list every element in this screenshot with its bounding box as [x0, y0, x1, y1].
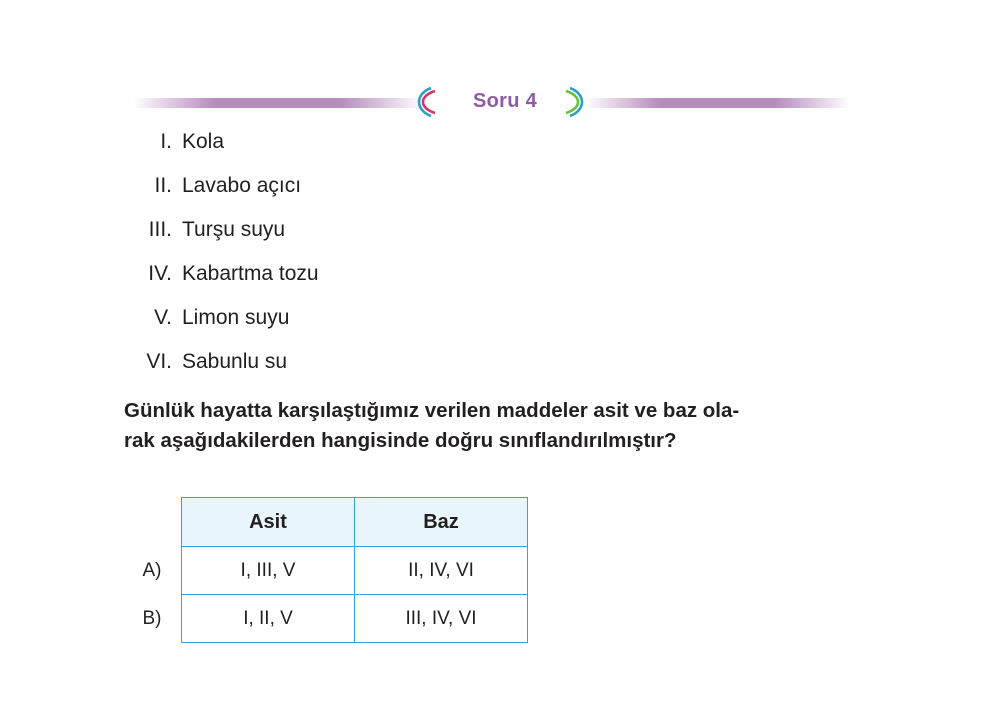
table-header-row	[120, 498, 528, 547]
list-item	[120, 262, 820, 306]
column-header-baz: Baz	[355, 498, 528, 547]
substance-list	[120, 130, 820, 394]
header-band-right	[585, 98, 850, 108]
option-label-b: B)	[142, 607, 162, 629]
list-item-label: Kabartma tozu	[182, 262, 319, 285]
left-swirl-ornament	[405, 84, 439, 120]
option-a-baz[interactable]: II, IV, VI	[355, 547, 528, 595]
list-item	[120, 350, 820, 394]
question-line-2: rak aşağıdakilerden hangisinde doğru sınıflandırılmıştır?	[124, 429, 677, 452]
column-header-asit: Asit	[182, 498, 355, 547]
list-item-label: Sabunlu su	[182, 350, 288, 373]
option-b-baz[interactable]: III, IV, VI	[355, 595, 528, 643]
table-header-spacer	[120, 498, 182, 547]
list-item-label: Turşu suyu	[182, 218, 286, 241]
answer-table	[120, 497, 528, 643]
option-a-asit[interactable]: I, III, V	[182, 547, 355, 595]
list-item-numeral: II.	[154, 174, 172, 197]
question-header	[0, 82, 1000, 124]
table-row[interactable]	[120, 547, 528, 595]
header-band-left	[133, 98, 423, 108]
option-b-asit[interactable]: I, II, V	[182, 595, 355, 643]
list-item	[120, 174, 820, 218]
page-title: Soru 4	[472, 90, 538, 112]
right-swirl-ornament	[562, 84, 596, 120]
list-item	[120, 130, 820, 174]
question-line-1: Günlük hayatta karşılaştığımız verilen maddeler asit ve baz ola-	[124, 399, 740, 422]
list-item	[120, 306, 820, 350]
list-item-numeral: VI.	[146, 350, 172, 373]
list-item-label: Limon suyu	[182, 306, 290, 329]
answer-options-table	[120, 497, 528, 643]
option-label-a: A)	[142, 559, 162, 581]
list-item-label: Kola	[182, 130, 225, 153]
list-item-numeral: I.	[160, 130, 172, 153]
list-item-numeral: IV.	[148, 262, 172, 285]
question-text	[124, 396, 884, 456]
list-item-label: Lavabo açıcı	[182, 174, 302, 197]
table-row[interactable]	[120, 595, 528, 643]
list-item	[120, 218, 820, 262]
list-item-numeral: III.	[148, 218, 172, 241]
list-item-numeral: V.	[154, 306, 172, 329]
